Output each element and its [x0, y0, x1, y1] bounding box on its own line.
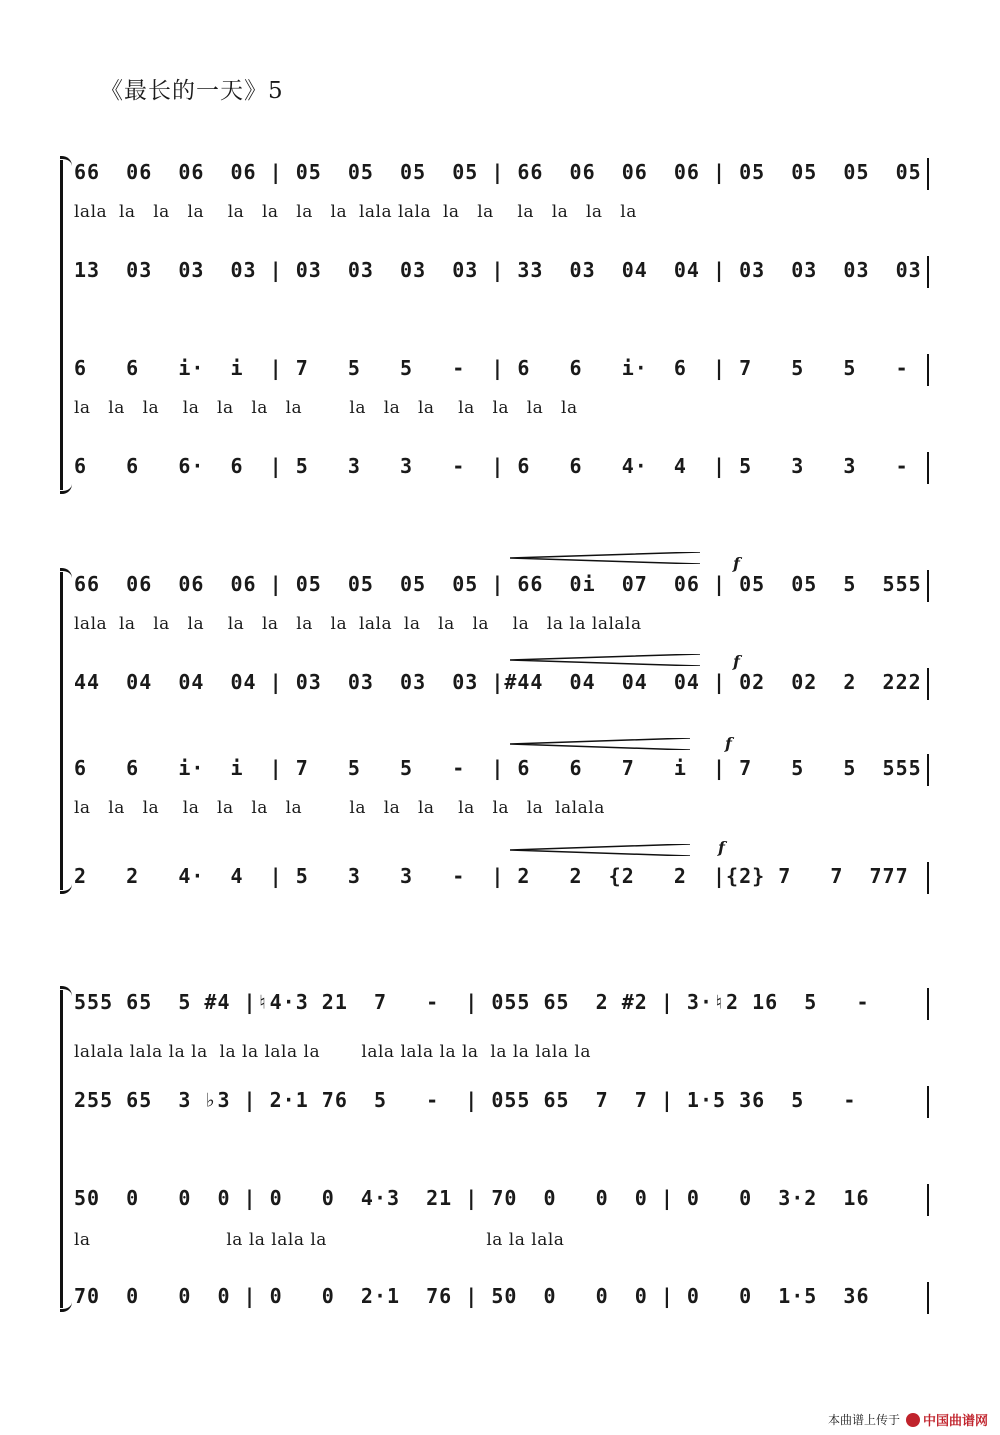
page-title: 《最长的一天》5: [100, 78, 284, 104]
upload-text: 本曲谱上传于: [827, 1413, 900, 1427]
site-logo-icon: [906, 1413, 920, 1427]
system-bracket: [60, 572, 73, 890]
lyrics-tenor: la la la la la la la la la la la la la la: [74, 398, 578, 418]
notes-soprano: 66 06 06 06 | 05 05 05 05 | 66 06 06 06 | 05 05 05 05: [74, 160, 922, 184]
notes-tenor: 6 6 i· i | 7 5 5 - | 6 6 i· 6 | 7 5 5 -: [74, 356, 922, 380]
lyrics-soprano: lalala lala la la la la lala la lala lala la la la la lala la: [74, 1042, 591, 1062]
notes-alto: 44 04 04 04 | 03 03 03 03 |#44 04 04 04 | 02 02 2 222: [74, 670, 922, 694]
final-barline: [927, 668, 929, 700]
final-barline: [927, 1086, 929, 1118]
lyrics-soprano: lala la la la la la la la lala lala la la la la la la: [74, 202, 637, 222]
score-system-3: [60, 990, 940, 1330]
notes-bass: 70 0 0 0 | 0 0 2·1 76 | 50 0 0 0 | 0 0 1·5 36: [74, 1284, 870, 1308]
notes-tenor: 50 0 0 0 | 0 0 4·3 21 | 70 0 0 0 | 0 0 3·2 16: [74, 1186, 870, 1210]
final-barline: [927, 754, 929, 786]
notes-alto: 255 65 3 ♭3 | 2·1 76 5 - | 055 65 7 7 | 1·5 36 5 -: [74, 1088, 870, 1112]
notes-soprano: 66 06 06 06 | 05 05 05 05 | 66 0i 07 06 | 05 05 5 555: [74, 572, 922, 596]
crescendo-hairpin: [510, 552, 700, 564]
crescendo-hairpin: [510, 654, 700, 666]
final-barline: [927, 1184, 929, 1216]
score-system-2: [60, 554, 940, 912]
lyrics-tenor: la la la lala la la la lala: [74, 1230, 565, 1250]
dynamic-marking: f: [725, 734, 732, 753]
site-logo[interactable]: [906, 1410, 988, 1429]
crescendo-hairpin: [510, 844, 690, 856]
footer: [828, 1410, 988, 1429]
final-barline: [927, 158, 929, 190]
final-barline: [927, 988, 929, 1020]
dynamic-marking: f: [718, 838, 725, 857]
notes-soprano: 555 65 5 #4 |♮4·3 21 7 - | 055 65 2 #2 | 3·♮2 16 5 -: [74, 990, 883, 1014]
final-barline: [927, 570, 929, 602]
dynamic-marking: f: [733, 652, 740, 671]
dynamic-marking: f: [733, 554, 740, 573]
final-barline: [927, 256, 929, 288]
notes-bass: 2 2 4· 4 | 5 3 3 - | 2 2 {2 2 |{2} 7 7 777: [74, 864, 909, 888]
final-barline: [927, 354, 929, 386]
notes-alto: 13 03 03 03 | 03 03 03 03 | 33 03 04 04 | 03 03 03 03: [74, 258, 922, 282]
system-bracket: [60, 160, 73, 490]
final-barline: [927, 452, 929, 484]
site-logo-text: 中国曲谱网: [922, 1414, 988, 1429]
final-barline: [927, 1282, 929, 1314]
score-system-1: [60, 160, 940, 500]
final-barline: [927, 862, 929, 894]
system-bracket: [60, 990, 73, 1308]
lyrics-tenor: la la la la la la la la la la la la la lalala: [74, 798, 605, 818]
notes-tenor: 6 6 i· i | 7 5 5 - | 6 6 7 i | 7 5 5 555: [74, 756, 922, 780]
notes-bass: 6 6 6· 6 | 5 3 3 - | 6 6 4· 4 | 5 3 3 -: [74, 454, 922, 478]
crescendo-hairpin: [510, 738, 690, 750]
lyrics-soprano: lala la la la la la la la lala la la la la la la lalala: [74, 614, 642, 634]
